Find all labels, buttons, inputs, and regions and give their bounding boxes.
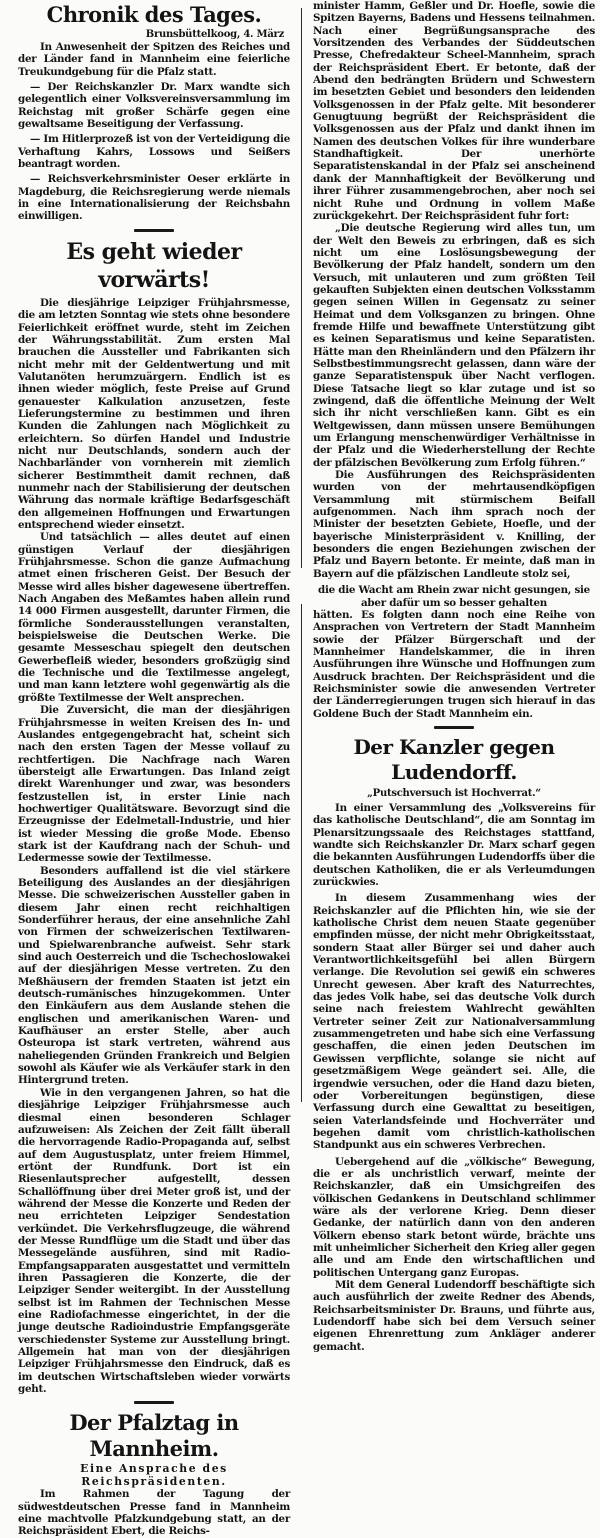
article-pfalztag-continued xyxy=(313,0,595,720)
subheadline-pfalztag: Eine Ansprache des Reichspräsidenten. xyxy=(80,1462,228,1489)
kanzler-paragraph: In diesem Zusammenhang wies der Reichskanzler auf die Pflichten hin, wie sie der katholische Christ dem neuen Staate gegenüber empfinden müsse, der nicht mehr Obrigkeitsstaat, sondern Staat aller Bürger sei und daher auch Verantwortlichkeitsgefühl bei allen Bürgern verlange. Die Revolution sei gewiß ein schweres Unrecht gewesen. Aber kraft des Naturrechtes, das jedes Volk habe, sei das deutsche Volk durch seine nach freiestem Wahlrecht gewählten Vertreter seiner Zeit zur Nationalversammlung zusammengetreten und habe sich eine Verfassung geschaffen, die einen jeden Deutschen im Gewissen verpflichte, solange sie nicht auf gesetzmäßigem Wege geändert sei. Alle, die irgendwie versuchen, oder die Hand dazu bieten, oder Vorbereitungen begünstigen, diese Verfassung durch eine Gewalttat zu beseitigen, seien Vaterlandsfeinde und Hochverräter und begehen damit vom christlich-katholischen Standpunkt aus ein schweres Verbrechen. xyxy=(313,892,595,1152)
kanzler-paragraph: Uebergehend auf die „völkische“ Bewegung, die er als unchristlich verwarf, meinte der Reichskanzler, daß ein Umsichgreifen des völkischen Gedankens in Deutschland schlimmer wäre als der verlorene Krieg. Denn dieser Gedanke, der natürlich dann von den anderen Völkern ebenso stark betont würde, brächte uns mit unheimlicher Sicherheit den Krieg aller gegen alle und am Ende den wirtschaftlichen und politischen Untergang ganz Europas. xyxy=(313,1155,595,1279)
pfalztag-paragraph: Die Ausführungen des Reichspräsidenten wurden von der mehrtausendköpfigen Versammlung mit stürmischem Beifall aufgenommen. Nach ihm sprach noch der Minister der besetzten Gebiete, Hoefle, und der bayerische Ministerpräsident v. Knilling, der besonders die engen Beziehungen zwischen der Pfalz und Bayern betonte. Er meinte, daß man in Bayern auf die pfälzischen Landleute stolz sei, xyxy=(313,469,595,580)
article-kanzler xyxy=(313,735,595,1353)
column-rule-lower xyxy=(301,604,302,1102)
section-divider xyxy=(134,1401,174,1404)
article-chronik xyxy=(18,2,290,223)
vorwaerts-paragraph: Und tatsächlich — alles deutet auf einen günstigen Verlauf der diesjährigen Frühjahrsmesse. Schon die ganze Aufmachung atmet einen frischeren Geist. Der Besuch der Messe wird alles bisher dagewesene übertreffen. Nach Angaben des Meßamtes haben allein rund 14 000 Firmen ausgestellt, darunter Firmen, die förmliche Sonderausstellungen veranstalten, beispielsweise die Deutschen Werke. Die gesamte Messeschau spiegelt den deutschen Gewerbefleiß wieder, besonders großzügig sind die Technische und die Textilmesse angelegt, und man kann letztere wohl gegenwärtig als die größte Textilmesse der Welt ansprechen. xyxy=(18,531,290,704)
pfalztag-paragraph: hätten. Es folgten dann noch eine Reihe von Ansprachen von Vertretern der Stadt Mannheim sowie der Pfälzer Bürgerschaft und der Mannheimer Handelskammer, die in ihren Ausführungen ihre Wünsche und Hoffnungen zum Ausdruck brachten. Der Reichspräsident und die Reichsminister sowie die anwesenden Vertreter der Länderregierungen trugen sich hierauf in das Goldene Buch der Stadt Mannheim ein. xyxy=(313,608,595,720)
left-column xyxy=(18,0,290,1538)
dateline: Brunsbüttelkoog, 4. März xyxy=(145,29,284,40)
headline-chronik: Chronik des Tages. xyxy=(46,2,262,27)
article-vorwaerts xyxy=(18,238,290,1396)
vorwaerts-paragraph: Die diesjährige Leipziger Frühjahrsmesse, die am letzten Sonntag wie stets ohne besondere Feierlichkeit eröffnet wurde, steht im Zeichen der Währungsstabilität. Zum ersten Mal brauchen die Aussteller und Fabrikanten sich nicht mehr mit der Geldentwertung und mit Valutanöten herumzuärgern. Endlich ist es ihnen wieder möglich, feste Preise auf Grund genauester Kalkulation anzusetzen, feste Lieferungstermine zu bestimmen und ihren Kunden die Zahlungen nach Möglichkeit zu erleichtern. So dürfen Handel und Industrie nicht nur Deutschlands, sondern auch der Nachbarländer von vornherein mit ziemlich sicherer Bestimmtheit damit rechnen, daß nunmehr nach der Stabilisierung der deutschen Währung das normale kräftige Bedarfsgeschäft den allgemeinen Hoffnungen und Erwartungen entsprechend wieder einsetzt. xyxy=(18,296,290,531)
pfalztag-centered-quote: die die Wacht am Rhein zwar nicht gesungen, sie aber dafür um so besser gehalten xyxy=(318,584,590,609)
headline-pfalztag: Der Pfalztag in Mannheim. xyxy=(69,1410,239,1462)
vorwaerts-paragraph: Besonders auffallend ist die viel stärkere Beteiligung des Auslandes an der diesjährigen Messe. Die schweizerischen Aussteller gaben in diesem Jahr einen recht reichhaltigen Sonderführer heraus, der eine ansehnliche Zahl von Firmen der schweizerischen Textilwaren- und Spielwarenbranche aufweist. Sehr stark sind auch Oesterreich und die Tschechoslowakei auf der diesjährigen Messe vertreten. Zu den Meßhäusern der fremden Staaten ist jetzt ein deutsch-rumänisches hinzugekommen. Unter den Einkäufern aus dem Auslande stehen die englischen und amerikanischen Waren- und Kaufhäuser an erster Stelle, aber auch Osteuropa ist stark vertreten, während aus naheliegenden Gründen Frankreich und Belgien sowohl als Käufer wie als Verkäufer stark in den Hintergrund treten. xyxy=(18,864,290,1087)
vorwaerts-paragraph: Die Zuversicht, die man der diesjährigen Frühjahrsmesse in weiten Kreisen des In- und Auslandes entgegengebracht hat, scheint sich nach den ersten Tagen der Messe vollauf zu rechtfertigen. Die Nachfrage nach Waren übersteigt alle Erwartungen. Das Inland zeigt direkt Warenhunger und zwar, was besonders festzustellen ist, in erster Linie nach hochwertiger Qualitätsware. Bevorzugt sind die Erzeugnisse der Edelmetall-Industrie, und hier ist wieder Messing die große Mode. Ebenso stark ist der Kaufdrang nach der Schuh- und Ledermesse sowie der Textilmesse. xyxy=(18,704,290,865)
article-pfalztag xyxy=(18,1410,290,1537)
kanzler-paragraph: Mit dem General Ludendorff beschäftigte sich auch ausführlich der zweite Redner des Abends, Reichsarbeitsminister Dr. Brauns, und führte aus, Ludendorff habe sich bei dem Versuch seiner eigenen Ehrenrettung zum Ankläger anderer gemacht. xyxy=(313,1279,595,1353)
pfalztag-paragraph: minister Hamm, Geßler und Dr. Hoefle, sowie die Spitzen Bayerns, Badens und Hessens teilnahmen. Nach einer Begrüßungsansprache des Vorsitzenden des Verbandes der Süddeutschen Presse, Chefredakteur Scheel-Mannheim, sprach der Reichspräsident Ebert. Er betonte, daß der Abend den bedrängten Brüdern und Schwestern im besetzten Gebiet und besonders den leidenden Volksgenossen in der Pfalz gelte. Mit besonderer Genugtuung begrüßt der Reichspräsident die Volksgenossen aus der Pfalz und dankt ihnen im Namen des deutschen Volkes für ihre wunderbare Standhaftigkeit. Der unerhörte Separatistenskandal in der Pfalz sei anscheinend dank der Mannhaftigkeit der Bevölkerung und ihrer Führer zusammengebrochen, aber noch sei nicht Ruhe und Ordnung in vollem Maße zurückgekehrt. Der Reichspräsident fuhr fort: xyxy=(313,0,595,222)
chronik-intro: In Anwesenheit der Spitzen des Reiches und der Länder fand in Mannheim eine feierliche Treukundgebung für die Pfalz statt. xyxy=(18,41,290,78)
chronik-item: — Im Hitlerprozeß ist von der Verteidigung die Verhaftung Kahrs, Lossows und Seißers beantragt worden. xyxy=(18,133,290,171)
section-divider xyxy=(434,726,474,729)
chronik-item: — Reichsverkehrsminister Oeser erklärte in Magdeburg, die Reichsregierung werde niemals in eine Internationalisierung der Reichsbahn einwilligen. xyxy=(18,173,290,223)
pfalztag-paragraph: „Die deutsche Regierung wird alles tun, um der Welt den Beweis zu erbringen, daß es sich nicht um eine Loslösungsbewegung der Bevölkerung der Pfalz handelt, sondern um den Versuch, mit unlauteren und zum größten Teil gekauften Subjekten einen deutschen Volksstamm gegen seinen Willen in Gegensatz zu seiner Heimat und dem Volksganzen zu bringen. Ohne fremde Hilfe und bewaffnete Unterstützung gibt es keinen Separatismus und keine Separatisten. Hätte man den Rheinländern und den Pfälzern ihr Selbstbestimmungsrecht gelassen, dann wäre der ganze Separatistenspuk über Nacht verflogen. Diese Tatsache liegt so klar zutage und ist so zwingend, daß die öffentliche Meinung der Welt sich ihr nicht verschließen kann. Gibt es ein Weltgewissen, dann müssen unsere Bemühungen um Erlangung menschenwürdiger Verhältnisse in der Pfalz und die Wiederherstellung der Rechte der pfälzischen Bevölkerung zum Erfolg führen.“ xyxy=(313,222,595,469)
headline-kanzler: Der Kanzler gegen Ludendorff. xyxy=(353,734,555,784)
pfalztag-paragraph: Im Rahmen der Tagung der südwestdeutschen Presse fand in Mannheim eine machtvolle Pfalzkundgebung statt, an der Reichspräsident Ebert, die Reichs- xyxy=(18,1488,290,1538)
chronik-item: — Der Reichskanzler Dr. Marx wandte sich gelegentlich einer Volksvereinsversammlung im Reichstag mit großer Schärfe gegen eine gewaltsame Beseitigung der Verfassung. xyxy=(18,81,290,131)
subheadline-kanzler: „Putschversuch ist Hochverrat.“ xyxy=(367,787,541,799)
vorwaerts-paragraph: Wie in den vergangenen Jahren, so hat die diesjährige Leipziger Frühjahrsmesse auch diesmal einen besonderen Schlager aufzuweisen: Als Zeichen der Zeit fällt überall die hervorragende Radio-Propaganda auf, selbst auf dem Augustusplatz, unter freiem Himmel, ertönt der Rundfunk. Dort ist ein Riesenlautsprecher aufgestellt, dessen Schallöffnung über drei Meter groß ist, und der während der Messe die Konzerte und Reden der neu errichteten Leipziger Sendestation verkündet. Die Verkehrsflugzeuge, die während der Messe Rundflüge um die Stadt und über das Messegelände ausführen, sind mit Radio-Empfangsapparaten ausgestattet und vermitteln ihren Passagieren die Konzerte, die der Leipziger Sender weitergibt. In der Ausstellung selbst ist im Rahmen der Technischen Messe eine Radiofachmesse eingerichtet, in der die junge deutsche Radioindustrie Empfangsgeräte verschiedenster Systeme zur Ausstellung bringt. Allgemein hat man von der diesjährigen Leipziger Frühjahrsmesse den Eindruck, daß es im deutschen Wirtschaftsleben wieder vorwärts geht. xyxy=(18,1086,290,1396)
section-divider xyxy=(134,229,174,232)
column-rule-upper xyxy=(301,8,302,568)
kanzler-paragraph: In einer Versammlung des „Volksvereins für das katholische Deutschland“, die am Sonntag im Plenarsitzungssaale des Reichstages stattfand, wandte sich Reichskanzler Dr. Marx scharf gegen die bekannten Ausführungen Ludendorffs über die deutschen Katholiken, die er als Verleumdungen zurückwies. xyxy=(313,801,595,888)
headline-vorwaerts: Es geht wieder vorwärts! xyxy=(66,238,242,293)
right-column xyxy=(313,0,595,1353)
